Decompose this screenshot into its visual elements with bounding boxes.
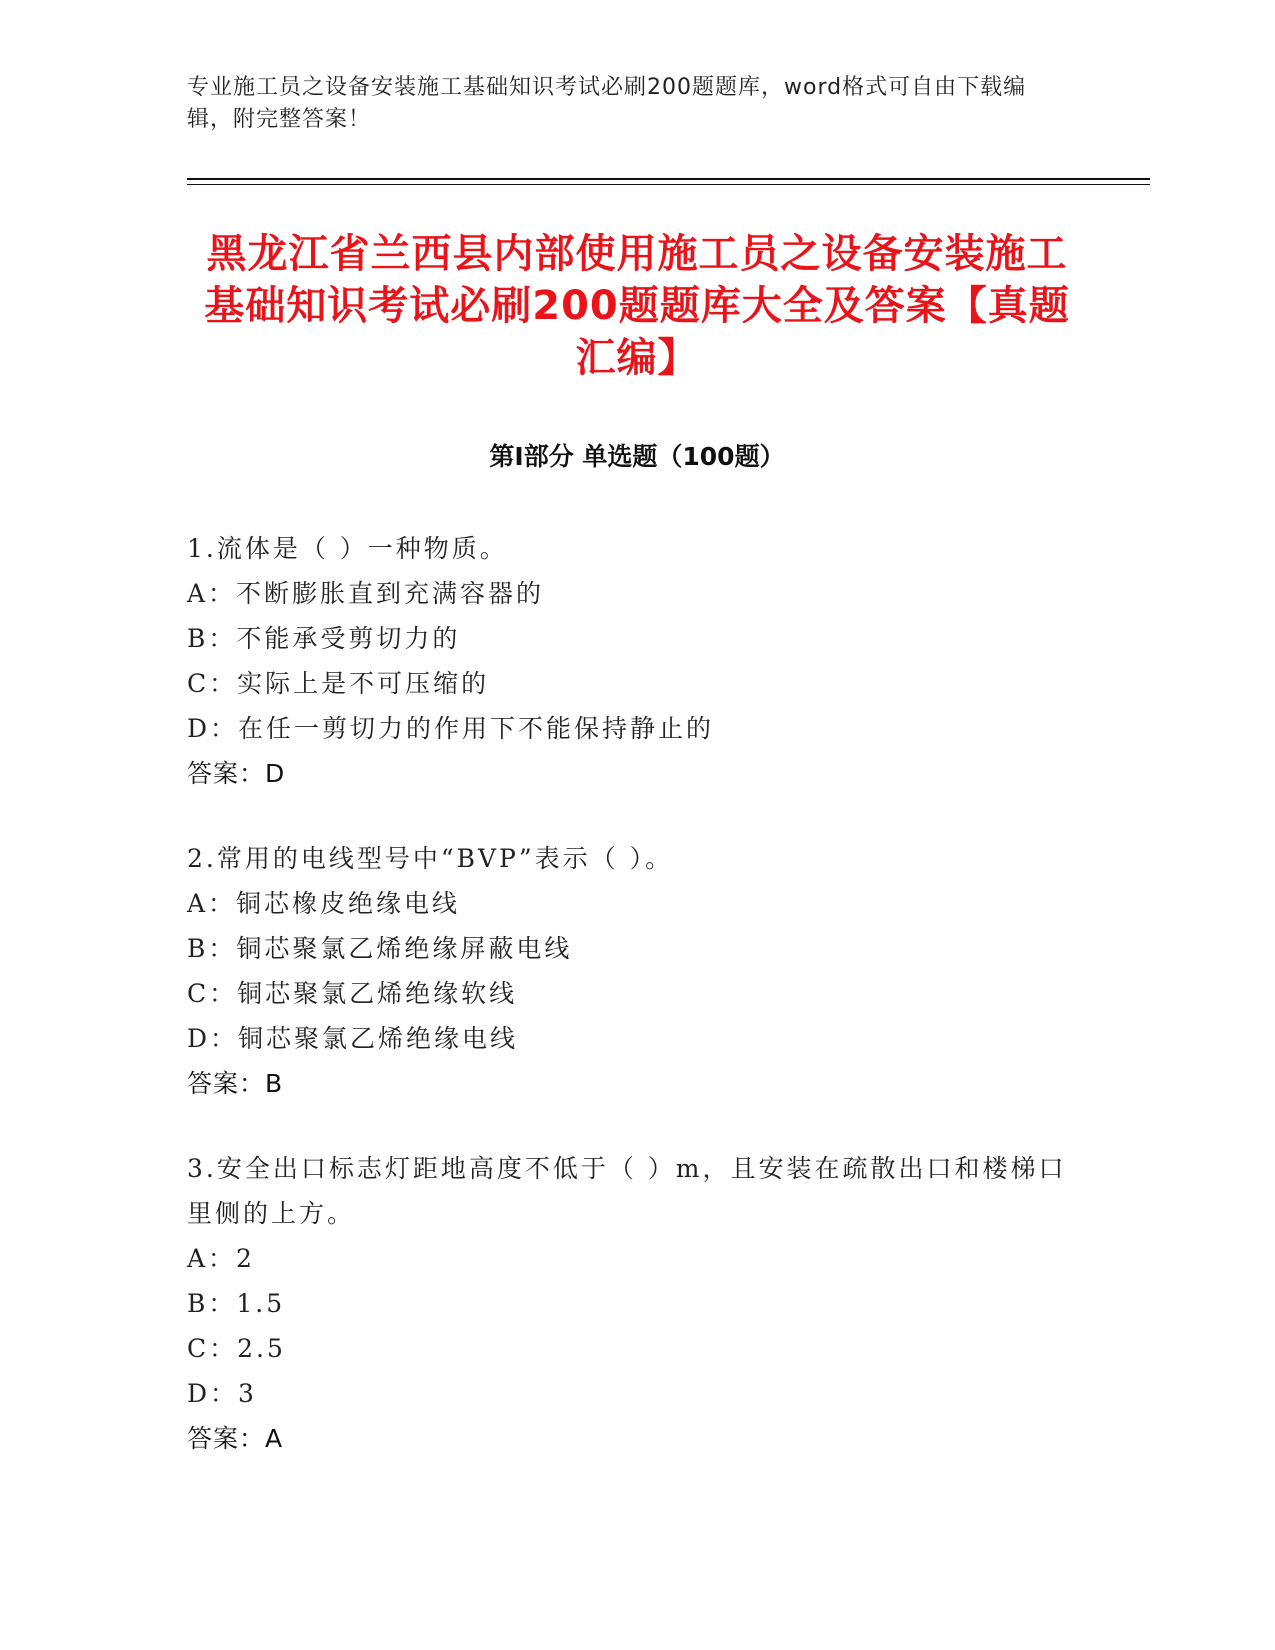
option-d: D：在任一剪切力的作用下不能保持静止的 (187, 714, 715, 743)
option-c: C：2.5 (187, 1334, 286, 1363)
header-divider-thin (187, 184, 1150, 185)
document-title: 黑龙江省兰西县内部使用施工员之设备安装施工基础知识考试必刷200题题库大全及答案【真题汇编】 (204, 231, 1070, 381)
option-d: D：铜芯聚氯乙烯绝缘电线 (187, 1024, 519, 1053)
option-a: A：2 (187, 1244, 255, 1273)
option-a: A：不断膨胀直到充满容器的 (187, 579, 545, 608)
question-stem: 3.安全出口标志灯距地高度不低于（ ）m，且安装在疏散出口和楼梯口里侧的上方。 (187, 1154, 1067, 1228)
option-c: C：铜芯聚氯乙烯绝缘软线 (187, 979, 518, 1008)
header-note: 专业施工员之设备安装施工基础知识考试必刷200题题库，word格式可自由下载编辑，附完整答案！ (187, 75, 1027, 132)
question-1 (187, 526, 1067, 796)
answer-line: 答案：A (187, 1424, 284, 1453)
question-3 (187, 1146, 1067, 1461)
question-list (187, 526, 1067, 1501)
header-divider-thick (187, 178, 1150, 180)
option-d: D：3 (187, 1379, 257, 1408)
option-c: C：实际上是不可压缩的 (187, 669, 490, 698)
option-b: B：1.5 (187, 1289, 286, 1318)
option-b: B：不能承受剪切力的 (187, 624, 461, 653)
answer-line: 答案：D (187, 759, 286, 788)
section-title: 第I部分 单选题（100题） (489, 442, 785, 471)
question-2 (187, 836, 1067, 1106)
option-a: A：铜芯橡皮绝缘电线 (187, 889, 461, 918)
question-stem: 1.流体是（ ）一种物质。 (187, 534, 508, 563)
question-stem: 2.常用的电线型号中“BVP”表示（ ）。 (187, 844, 674, 873)
answer-line: 答案：B (187, 1069, 284, 1098)
option-b: B：铜芯聚氯乙烯绝缘屏蔽电线 (187, 934, 573, 963)
